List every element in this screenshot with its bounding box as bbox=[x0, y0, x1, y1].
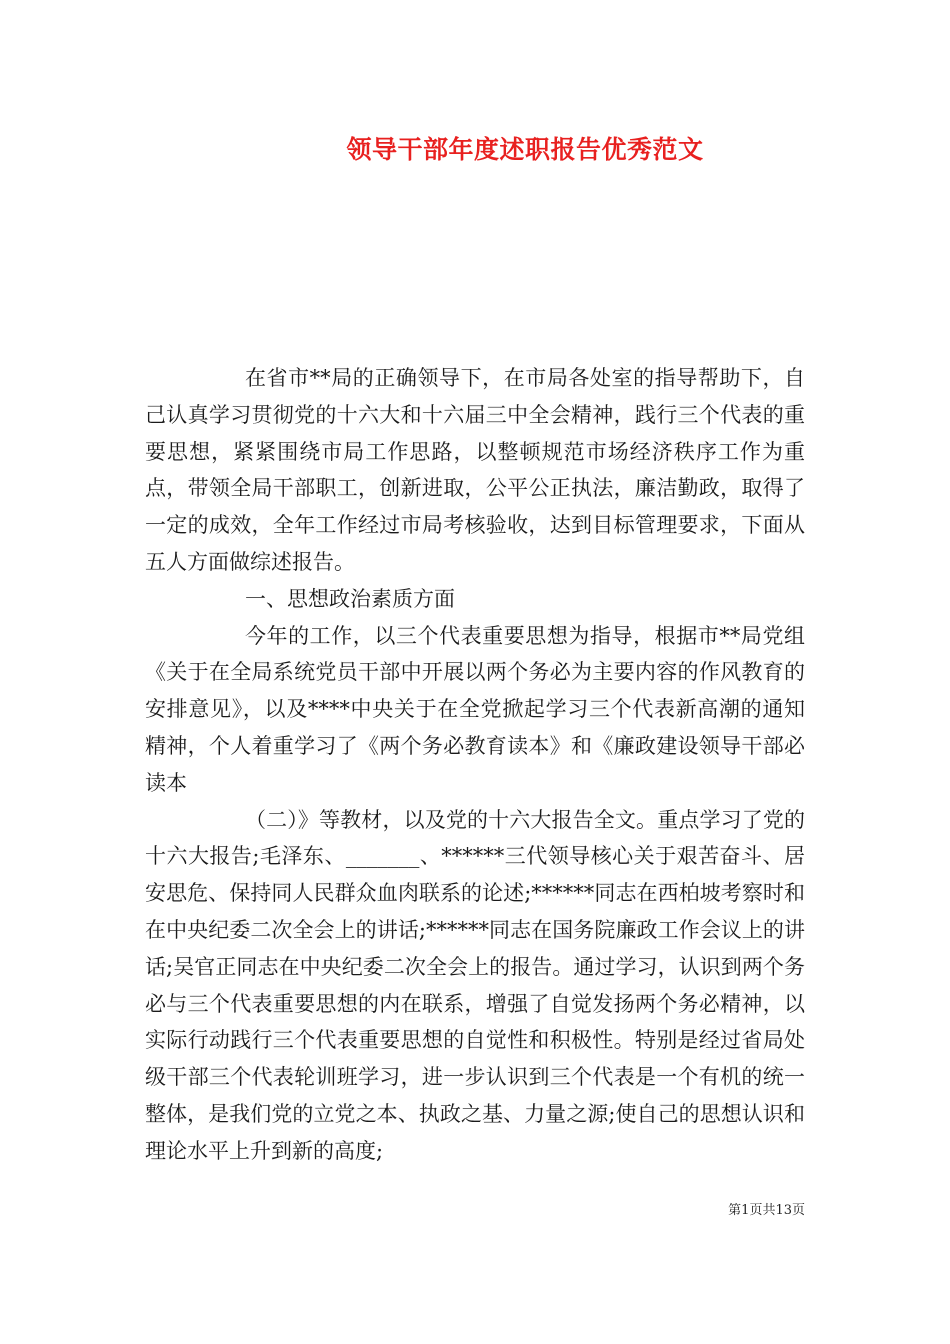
document-title: 领导干部年度述职报告优秀范文 bbox=[346, 135, 704, 164]
paragraph-intro: 在省市**局的正确领导下，在市局各处室的指导帮助下，自己认真学习贯彻党的十六大和十六届三中全会精神，践行三个代表的重要思想，紧紧围绕市局工作思路，以整顿规范市场经济秩序工作为重点，带领全局干部职工，创新进取，公平公正执法，廉洁勤政，取得了一定的成效，全年工作经过市局考核验收，达到目标管理要求，下面从五人方面做综述报告。 bbox=[145, 366, 805, 574]
document-body bbox=[145, 360, 805, 1170]
section-heading: 一、思想政治素质方面 bbox=[245, 586, 455, 611]
page-number: 第1页共13页 bbox=[728, 1203, 805, 1218]
paragraph-study-continued: （二）》等教材，以及党的十六大报告全文。重点学习了党的十六大报告;毛泽东、_______、******三代领导核心关于艰苦奋斗、居安思危、保持同人民群众血肉联系的论述;******同志在西柏坡考察时和在中央纪委二次全会上的讲话;******同志在国务院廉政工作会议上的讲话;吴官正同志在中央纪委二次全会上的报告。通过学习，认识到两个务必与三个代表重要思想的内在联系，增强了自觉发扬两个务必精神，以实际行动践行三个代表重要思想的自觉性和积极性。特别是经过省局处级干部三个代表轮训班学习，进一步认识到三个代表是一个有机的统一整体，是我们党的立党之本、执政之基、力量之源;使自己的思想认识和理论水平上升到新的高度; bbox=[145, 807, 805, 1163]
paragraph-study: 今年的工作，以三个代表重要思想为指导，根据市**局党组《关于在全局系统党员干部中开展以两个务必为主要内容的作风教育的安排意见》，以及****中央关于在全党掀起学习三个代表新高潮的通知精神，个人着重学习了《两个务必教育读本》和《廉政建设领导干部必读本 bbox=[145, 623, 805, 795]
